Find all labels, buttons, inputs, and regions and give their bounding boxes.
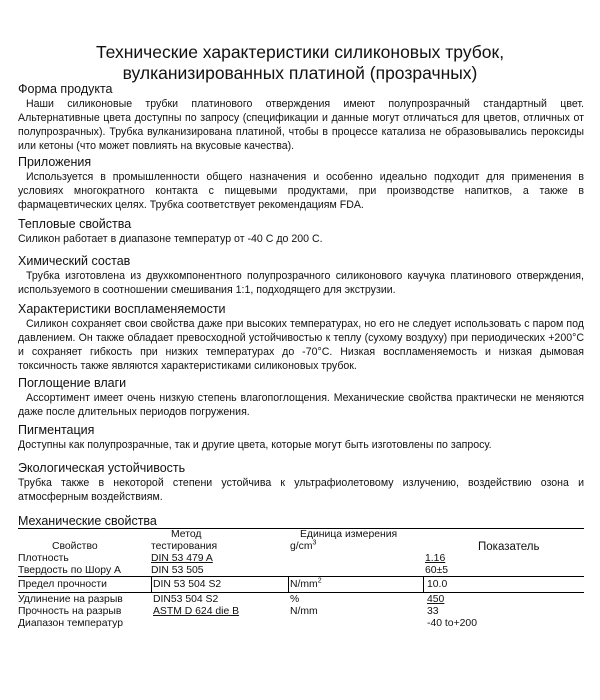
mechanical-properties-title: Механические свойства <box>18 514 157 528</box>
row-value: 450 <box>427 594 445 605</box>
table-divider-rule <box>18 592 584 593</box>
header-unit-line1: Единица измерения <box>300 529 398 540</box>
row-unit: % <box>290 594 300 605</box>
row-property: Предел прочности <box>18 579 107 590</box>
row-unit: N/mm <box>290 606 318 617</box>
section-paragraph: Доступны как полупрозрачные, так и другие цвета, которые могут быть изготовлены по запросу. <box>18 439 492 451</box>
header-value: Показатель <box>478 541 540 553</box>
section-heading: Пигментация <box>18 423 95 437</box>
table-column-rule <box>288 576 289 592</box>
section-paragraph: Наши силиконовые трубки платинового отверждения имеют полупрозрачный стандартный цвет. Альтернативные цвета доступны по запросу (спецификации и данные могут отличаться для цветов, отличных от полупрозрачных). Трубка вулканизирована платиной, чтобы в процессе катализа не образовывались пероксиды или кетоны (что может повлиять на вкусовые качества). <box>18 98 584 152</box>
document-title-line-2: вулканизированных платиной (прозрачных) <box>122 63 478 83</box>
section-chemical <box>18 254 584 297</box>
section-paragraph: Трубка изготовлена из двухкомпонентного полупрозрачного силиконового каучука платинового отверждения, используемого в соотношении смешивания 1:1, подходящего для экструзии. <box>18 270 584 296</box>
row-property: Плотность <box>18 553 69 564</box>
row-value: -40 to+200 <box>427 618 477 629</box>
row-property: Удлинение на разрыв <box>18 594 123 605</box>
row-property: Прочность на разрыв <box>18 606 122 617</box>
table-column-rule <box>151 576 152 592</box>
section-heading: Поглощение влаги <box>18 376 127 390</box>
row-method: DIN 53 504 S2 <box>153 579 222 590</box>
section-paragraph: Используется в промышленности общего назначения и особенно идеально подходит для применения в условиях многократного контакта с пищевыми продуктами, при производстве напитков, а также в фармацевтических целях. Трубка соответствует рекомендациям FDA. <box>18 171 584 211</box>
section-flammability <box>18 302 584 373</box>
row-method: DIN 53 505 <box>151 565 204 576</box>
row-method: DIN 53 479 A <box>151 553 213 564</box>
section-applications <box>18 155 584 212</box>
document-title-line-1: Технические характеристики силиконовых трубок, <box>95 42 505 62</box>
header-unit-line2: $g/cm^3$ <box>290 539 317 552</box>
row-method: ASTM D 624 die B <box>153 606 240 617</box>
row-value: 10.0 <box>427 579 448 590</box>
row-property: Диапазон температур <box>18 618 123 629</box>
header-method-line2: тестирования <box>151 541 218 552</box>
section-thermal <box>18 217 584 246</box>
header-method-line1: Метод <box>171 529 202 540</box>
section-environmental <box>18 461 584 504</box>
section-heading: Форма продукта <box>18 82 113 96</box>
mechanical-properties-table <box>18 528 588 628</box>
section-heading: Экологическая устойчивость <box>18 461 186 475</box>
section-heading: Химический состав <box>18 254 131 268</box>
section-paragraph: Силикон работает в диапазоне температур от -40 С до 200 С. <box>18 233 323 245</box>
section-paragraph: Трубка также в некоторой степени устойчива к ультрафиолетовому излучению, воздействию озона и атмосферным воздействиям. <box>18 477 584 503</box>
section-moisture <box>18 376 584 419</box>
table-column-rule <box>423 576 424 592</box>
section-paragraph: Силикон сохраняет свои свойства даже при высоких температурах, но его не следует использовать с паром под давлением. Он также обладает превосходной устойчивостью к теплу (сухому воздуху) при периодических +200°С и сохраняет гибкость при низких температурах до -70°С. Низкая воспламеняемость и низкая дымовая токсичность также являются характеристиками силиконовых трубок. <box>18 318 584 372</box>
section-heading: Тепловые свойства <box>18 217 132 231</box>
row-property: Твердость по Шору А <box>18 565 121 576</box>
section-paragraph: Ассортимент имеет очень низкую степень влагопоглощения. Механические свойства практически не меняются даже после длительных периодов погружения. <box>18 392 584 418</box>
header-property: Свойство <box>52 541 98 552</box>
row-unit: $N/mm^2$ <box>290 577 322 590</box>
row-value: 60±5 <box>425 565 449 576</box>
section-heading: Приложения <box>18 155 92 169</box>
section-heading: Характеристики воспламеняемости <box>18 302 226 316</box>
row-value: 33 <box>427 606 439 617</box>
section-pigmentation <box>18 423 584 452</box>
row-value: 1.16 <box>425 553 446 564</box>
section-product-form <box>18 82 584 153</box>
row-method: DIN53 504 S2 <box>153 594 219 605</box>
